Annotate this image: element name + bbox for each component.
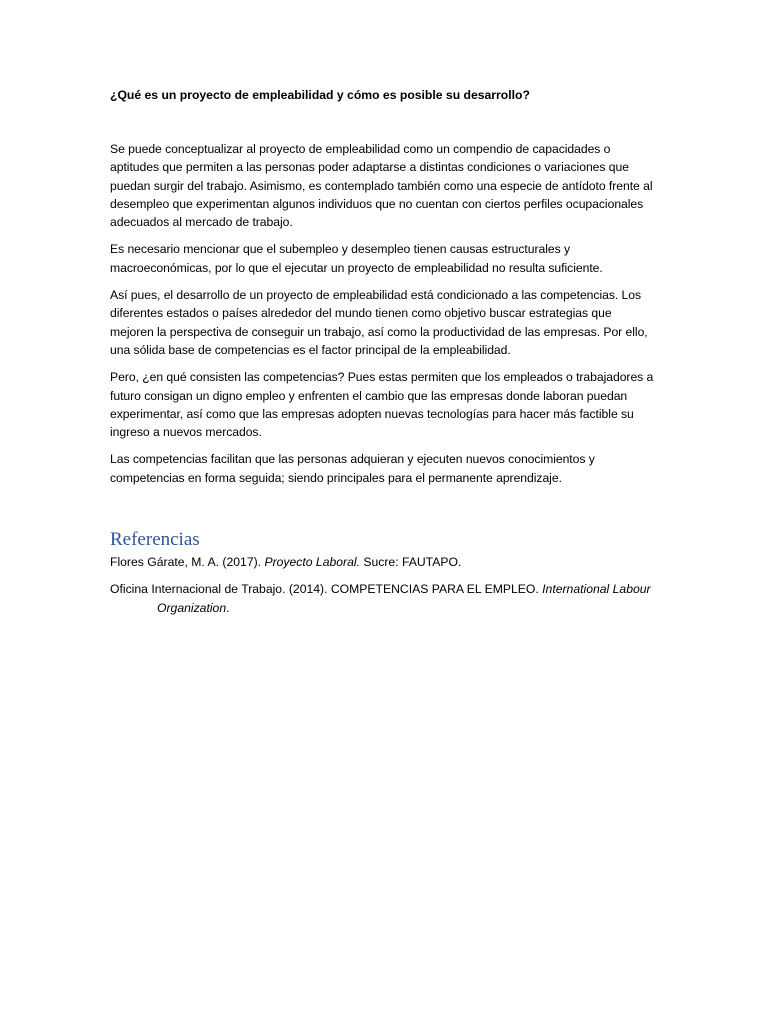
paragraph-3: Así pues, el desarrollo de un proyecto de empleabilidad está condicionado a las competencias. Los diferentes estados o países alrededor del mundo tienen como objetivo buscar estrategias que mejoren la perspectiva de conseguir un trabajo, así como la productividad de las empresas. Por ello, una sólida base de competencias es el factor principal de la empleabilidad. [110, 288, 648, 357]
reference-entry-1 [110, 553, 658, 571]
paragraph-4: Pero, ¿en qué consisten las competencias? Pues estas permiten que los empleados o trabajadores a futuro consigan un digno empleo y enfrenten el cambio que las empresas donde laboran puedan experimentar, así como que las empresas adopten nuevas tecnologías para hacer más factible su ingreso a nuevos mercados. [110, 370, 654, 440]
references-list [110, 553, 658, 617]
paragraph-1: Se puede conceptualizar al proyecto de empleabilidad como un compendio de capacidades o aptitudes que permiten a las personas poder adaptarse a distintas condiciones o variaciones que puedan surgir del trabajo. Asimismo, es contemplado también como una especie de antídoto frente al desempleo que experimentan algunos individuos que no cuentan con ciertos perfiles ocupacionales adecuados al mercado de trabajo. [110, 142, 653, 230]
references-heading: Referencias [110, 529, 200, 551]
paragraph-2: Es necesario mencionar que el subempleo y desempleo tienen causas estructurales y macroeconómicas, por lo que el ejecutar un proyecto de empleabilidad no resulta suficiente. [110, 242, 603, 275]
reference-1-text: Flores Gárate, M. A. (2017). [110, 555, 265, 570]
reference-entry-2 [110, 580, 658, 617]
paragraph-5: Las competencias facilitan que las personas adquieran y ejecuten nuevos conocimientos y competencias en forma seguida; siendo principales para el permanente aprendizaje. [110, 452, 595, 485]
reference-2-publisher: International Labour Organization [157, 582, 651, 615]
reference-1-title: Proyecto Laboral. [264, 555, 360, 570]
document-content [110, 86, 658, 626]
reference-2-end: . [226, 600, 230, 615]
body-text [110, 140, 658, 487]
reference-2-text: Oficina Internacional de Trabajo. (2014). COMPETENCIAS PARA EL EMPLEO. [110, 582, 543, 597]
reference-1-publisher: Sucre: FAUTAPO. [359, 555, 462, 570]
question-heading: ¿Qué es un proyecto de empleabilidad y cómo es posible su desarrollo? [110, 88, 530, 102]
